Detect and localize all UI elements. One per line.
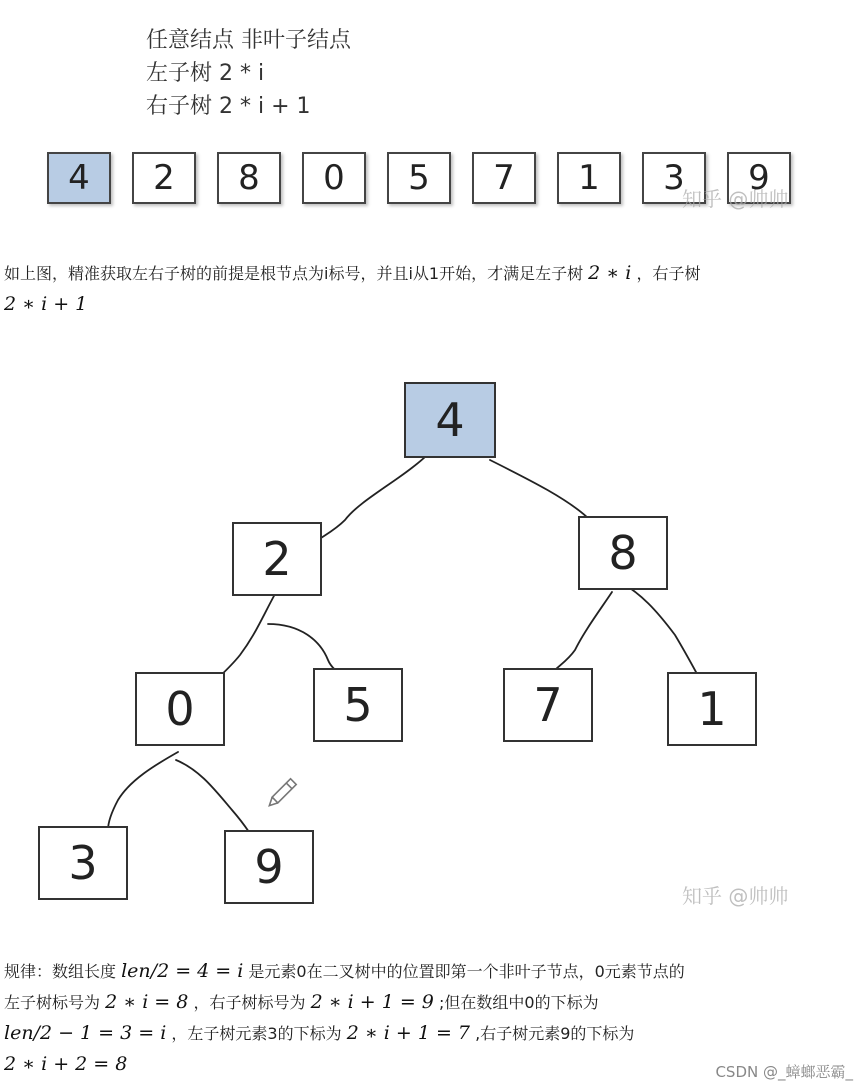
edge-0-3 [108, 752, 178, 830]
note-line-1: 任意结点 非叶子结点 [146, 28, 351, 53]
array-cell: 9 [727, 152, 791, 204]
array-cell: 1 [557, 152, 621, 204]
tree-node: 2 [232, 522, 322, 596]
array-cell: 2 [132, 152, 196, 204]
rule-text-7: ,右子树元素9的下标为 [475, 1024, 635, 1043]
formula-len-half: len/2 = 4 = i [121, 960, 244, 982]
array-cell: 5 [387, 152, 451, 204]
rule-text-2: 是元素0在二叉树中的位置即第一个非叶子节点，0元素节点的 [248, 962, 685, 981]
pencil-icon [267, 779, 297, 809]
tree-node: 9 [224, 830, 314, 904]
watermark-top: 知乎 @帅帅 [682, 187, 789, 211]
array-cell: 4 [47, 152, 111, 204]
tree-node: 5 [313, 668, 403, 742]
formula-left-subtree: 2 ∗ i [588, 262, 632, 284]
paragraph-1-sep: ，右子树 [636, 264, 701, 283]
array-cell: 0 [302, 152, 366, 204]
tree-node: 7 [503, 668, 593, 742]
binary-tree-diagram [0, 360, 867, 920]
formula-right-array-index: 2 ∗ i + 2 = 8 [4, 1053, 128, 1075]
formula-array-index: len/2 − 1 = 3 = i [4, 1022, 167, 1044]
formula-right-index: 2 ∗ i + 1 = 9 [310, 991, 434, 1013]
array-cell: 8 [217, 152, 281, 204]
note-line-3: 右子树 2 * i + 1 [146, 94, 311, 119]
edge-4-2 [318, 457, 425, 540]
paragraph-1 [4, 258, 854, 320]
tree-node-root: 4 [404, 382, 496, 458]
formula-right-subtree: 2 ∗ i + 1 [4, 293, 88, 315]
rule-text-6: ，左子树元素3的下标为 [171, 1024, 342, 1043]
tree-node: 0 [135, 672, 225, 746]
rule-text-3: 左子树标号为 [4, 993, 101, 1012]
note-line-2: 左子树 2 * i [146, 61, 265, 86]
edge-8-7 [555, 592, 612, 670]
formula-left-index: 2 ∗ i = 8 [105, 991, 189, 1013]
array-cell: 3 [642, 152, 706, 204]
formula-left-array-index: 2 ∗ i + 1 = 7 [346, 1022, 471, 1044]
paragraph-1-text: 如上图，精准获取左右子树的前提是根节点为i标号，并且i从1开始，才满足左子树 [4, 264, 584, 283]
rule-text-1: 规律：数组长度 [4, 962, 117, 981]
tree-node: 1 [667, 672, 757, 746]
rule-text-4: ，右子树标号为 [193, 993, 306, 1012]
tree-node: 8 [578, 516, 668, 590]
watermark-bottom: 知乎 @帅帅 [682, 884, 789, 908]
tree-node: 3 [38, 826, 128, 900]
notes-block [146, 24, 351, 123]
array-cell: 7 [472, 152, 536, 204]
csdn-watermark: CSDN @_蟑螂恶霸_ [715, 1063, 853, 1081]
rule-text-5: ;但在数组中0的下标为 [439, 993, 599, 1012]
